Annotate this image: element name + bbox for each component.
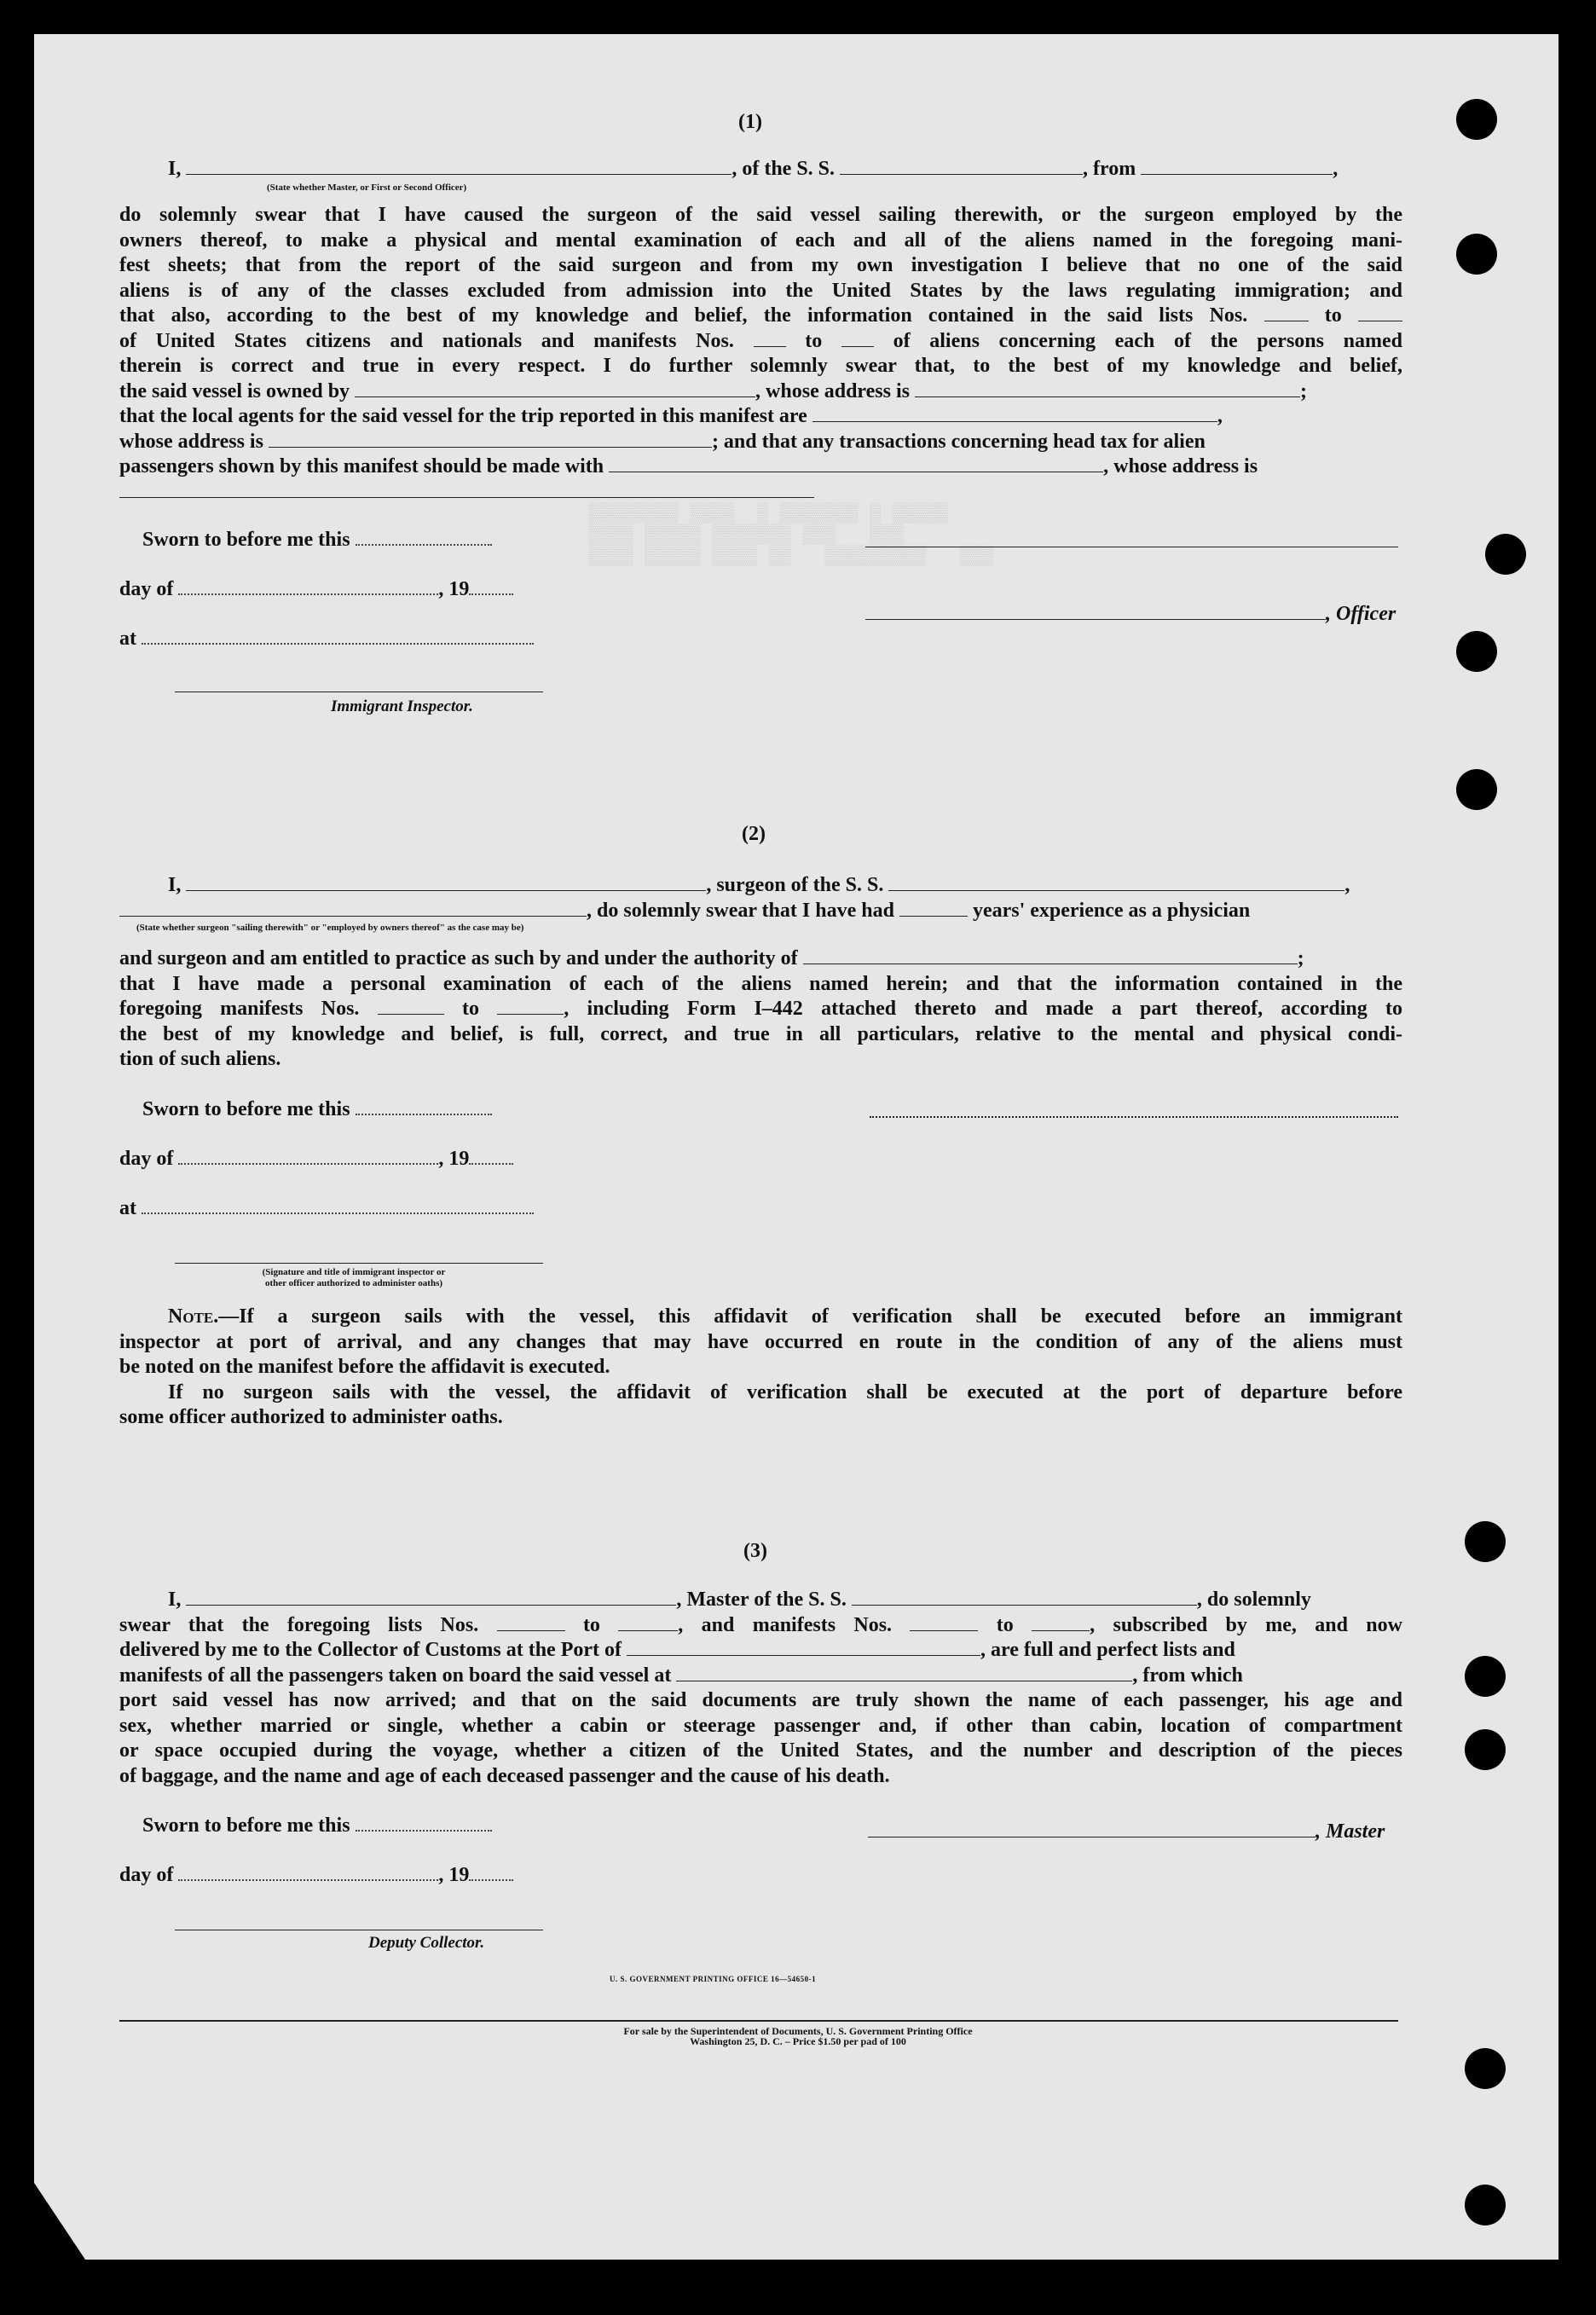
- note-line: be noted on the manifest before the affidavit is executed.: [119, 1356, 610, 1378]
- head-tax-text: ; and that any transactions concerning head tax for alien: [711, 430, 1206, 453]
- punch-hole: [1465, 2185, 1506, 2225]
- para-line: tion of such aliens.: [119, 1048, 281, 1070]
- master-signature-line[interactable]: [868, 1820, 1316, 1838]
- para-line: [119, 329, 1402, 355]
- inspector-label: Immigrant Inspector.: [331, 697, 473, 715]
- para-line: the best of my knowledge and belief, is full, correct, and true in all particulars, relative to the mental and physical condi-: [119, 1022, 1402, 1045]
- to-label: to: [462, 998, 479, 1020]
- month-field[interactable]: [178, 1862, 438, 1881]
- inspector-signature-line[interactable]: [175, 1262, 543, 1264]
- note-line: [119, 1305, 1402, 1330]
- to-label: to: [1324, 304, 1342, 327]
- para-line: therein is correct and true in every respect. I do further solemnly swear that, to the best of my knowledge and belief,: [119, 355, 1402, 377]
- manifests-from-field[interactable]: [910, 1613, 978, 1631]
- place-field[interactable]: [142, 1195, 534, 1214]
- years-field[interactable]: [899, 899, 968, 917]
- para-line: fest sheets; that from the report of the said surgeon and from my own investigation I believe that no one of the said: [119, 254, 1402, 276]
- master-vessel-field[interactable]: [852, 1588, 1197, 1606]
- note-line: inspector at port of arrival, and any changes that may have occurred en route in the condition of any of the aliens must: [119, 1330, 1402, 1353]
- para-line: [119, 1613, 1402, 1639]
- departure-port-field[interactable]: [676, 1664, 1132, 1681]
- manifests-from-field[interactable]: [754, 329, 786, 347]
- master-signature: [868, 1820, 1385, 1843]
- from-which-text: , from which: [1132, 1664, 1243, 1687]
- sworn-day-field[interactable]: [356, 527, 492, 546]
- note-label: Note.: [168, 1305, 219, 1328]
- para-line: sex, whether married or single, whether a cabin or steerage passenger and, if other than cabin, location of compartment: [119, 1714, 1402, 1737]
- authority-text: and surgeon and am entitled to practice as such by and under the authority of: [119, 947, 798, 969]
- punch-hole: [1465, 1521, 1506, 1562]
- sworn-label: Sworn to before me this: [142, 527, 492, 552]
- lists-from-field[interactable]: [497, 1613, 565, 1631]
- section-2-number: (2): [742, 823, 766, 845]
- surgeon-of-ss-label: , surgeon of the S. S.: [706, 874, 884, 896]
- surgeon-vessel-field[interactable]: [888, 873, 1344, 891]
- punch-hole: [1465, 1656, 1506, 1697]
- from-port-field[interactable]: [1141, 157, 1333, 175]
- note-line: If no surgeon sails with the vessel, the affidavit of verification shall be executed at the port of departure before: [168, 1380, 1402, 1403]
- sale-notice: For sale by the Superintendent of Documents, U. S. Government Printing Office Washington 25, D. C. – Price $1.50 per pad of 100: [623, 2025, 973, 2047]
- to-label: to: [805, 329, 823, 352]
- comma: ,: [1333, 158, 1339, 180]
- officer-line: [119, 157, 1402, 182]
- note-text: —If a surgeon sails with the vessel, this affidavit of verification shall be executed before an immigrant: [218, 1305, 1402, 1328]
- para-line: do solemnly swear that I have caused the surgeon of the said vessel sailing therewith, or the surgeon employed by the: [119, 204, 1402, 226]
- para-line: [119, 1588, 1402, 1613]
- para-line: or space occupied during the voyage, whether a citizen of the United States, and the number and description of the pieces: [119, 1739, 1402, 1762]
- agents-field[interactable]: [812, 404, 1217, 422]
- section-1-number: (1): [738, 111, 762, 133]
- para-line: that I have made a personal examination of each of the aliens named herein; and that the information contained in the: [119, 972, 1402, 995]
- inspector-signature-line[interactable]: [175, 691, 543, 692]
- month-field[interactable]: [178, 576, 438, 595]
- punch-hole: [1456, 234, 1497, 275]
- manifests-text: , and manifests Nos.: [678, 1613, 893, 1636]
- authority-field[interactable]: [803, 946, 1298, 964]
- para-line: [119, 1638, 1402, 1664]
- semicolon: ;: [1299, 379, 1307, 402]
- port-field[interactable]: [627, 1638, 980, 1656]
- para-line: [119, 304, 1402, 329]
- owner-field[interactable]: [355, 379, 755, 397]
- year-field[interactable]: [469, 1862, 513, 1881]
- para-line: port said vessel has now arrived; and that on the said documents are truly shown the name of each passenger, his age and: [119, 1689, 1402, 1711]
- para-line: [119, 873, 1402, 899]
- at-label: at: [119, 626, 534, 651]
- officer-name-field[interactable]: [186, 157, 732, 175]
- para-line: [119, 430, 1402, 455]
- agents-text: that the local agents for the said vessel for the trip reported in this manifest are: [119, 405, 807, 427]
- aliens-text: of aliens concerning each of the persons named: [893, 329, 1403, 352]
- day-of-label: day of , 19: [119, 1862, 513, 1887]
- day-of-label: day of , 19: [119, 1146, 513, 1171]
- manifests-text: foregoing manifests Nos.: [119, 998, 360, 1020]
- para-line: [119, 997, 1402, 1022]
- officer-label: , Officer: [1326, 603, 1396, 625]
- master-of-ss-label: , Master of the S. S.: [676, 1589, 847, 1611]
- i-label: I,: [168, 158, 182, 180]
- to-label: to: [582, 1613, 600, 1636]
- master-label: , Master: [1316, 1820, 1385, 1843]
- signature-note: (Signature and title of immigrant inspector or other officer authorized to administer oaths): [262, 1267, 446, 1288]
- perfect-lists-text: , are full and perfect lists and: [980, 1639, 1235, 1661]
- transactions-text: passengers shown by this manifest should be made with: [119, 455, 604, 477]
- para-line: owners thereof, to make a physical and mental examination of each and all of the aliens named in the foregoing mani-: [119, 229, 1402, 252]
- manifests-to-field[interactable]: [841, 329, 874, 347]
- solemnly-text: , do solemnly: [1196, 1589, 1311, 1611]
- para-line: [119, 1664, 1402, 1689]
- officer-blank-line[interactable]: [865, 546, 1398, 547]
- year-field[interactable]: [469, 1146, 513, 1165]
- surgeon-status-field[interactable]: [119, 899, 587, 917]
- para-line: [119, 946, 1402, 972]
- para-line: aliens is of any of the classes excluded from admission into the United States by the laws regulating immigration; and: [119, 279, 1402, 302]
- i-label: I,: [168, 1589, 182, 1611]
- gpo-imprint: U. S. GOVERNMENT PRINTING OFFICE 16—54650-1: [610, 1975, 817, 1983]
- punch-hole: [1456, 99, 1497, 140]
- punch-hole: [1465, 1729, 1506, 1770]
- sworn-label: Sworn to before me this: [142, 1097, 492, 1121]
- punch-hole: [1485, 534, 1526, 575]
- address-text: whose address is: [119, 430, 263, 453]
- address-text: , whose address is: [1103, 455, 1258, 477]
- master-name-field[interactable]: [186, 1588, 676, 1606]
- para-line: of baggage, and the name and age of each deceased passenger and the cause of his death.: [119, 1764, 890, 1787]
- place-field[interactable]: [142, 626, 534, 645]
- at-label: at: [119, 1195, 534, 1220]
- officer-signature: [865, 602, 1396, 626]
- para-line: [119, 899, 1402, 924]
- punch-hole: [1456, 631, 1497, 672]
- para-line: [119, 454, 1402, 480]
- lists-text: that also, according to the best of my knowledge and belief, the information contained in the said lists Nos.: [119, 304, 1248, 327]
- subscribed-text: , subscribed by me, and now: [1090, 1613, 1402, 1636]
- footer-rule: [119, 2019, 1398, 2022]
- manifests-text: of United States citizens and nationals and manifests Nos.: [119, 329, 734, 352]
- vessel-name-field[interactable]: [840, 157, 1083, 175]
- swear-text: , do solemnly swear that I have had: [587, 899, 894, 922]
- sworn-label: Sworn to before me this: [142, 1813, 492, 1838]
- comma: ,: [1217, 405, 1223, 427]
- semicolon: ;: [1297, 947, 1304, 969]
- collector-signature-line[interactable]: [175, 1929, 543, 1930]
- officer-note: (State whether Master, or First or Second Officer): [267, 182, 467, 193]
- punch-hole: [1465, 2048, 1506, 2089]
- surgeon-signature-line[interactable]: [870, 1115, 1398, 1118]
- head-tax-agent-field[interactable]: [609, 454, 1103, 472]
- form-text: , including Form I–442 attached thereto and made a part thereof, according to: [564, 998, 1403, 1020]
- sworn-day-field[interactable]: [356, 1813, 492, 1832]
- year-field[interactable]: [469, 576, 513, 595]
- day-of-label: day of , 19: [119, 576, 513, 601]
- agents-address-field[interactable]: [269, 430, 712, 448]
- comma: ,: [1344, 874, 1350, 896]
- section-3-number: (3): [743, 1540, 767, 1562]
- to-label: to: [996, 1613, 1014, 1636]
- officer-signature-line[interactable]: [865, 602, 1326, 620]
- address-text: , whose address is: [755, 379, 910, 402]
- lists-to-field[interactable]: [618, 1613, 678, 1631]
- sworn-day-field[interactable]: [356, 1097, 492, 1115]
- head-tax-address-field[interactable]: [119, 480, 814, 498]
- years-text: years' experience as a physician: [972, 899, 1251, 922]
- surgeon-name-field[interactable]: [186, 873, 706, 891]
- lists-from-field[interactable]: [1264, 304, 1309, 321]
- collector-label: Deputy Collector.: [368, 1934, 485, 1952]
- bleed-through-texture: ▒▒▒▒▒▒▒▒ ▒▒▒▒ ▒ ▒▒▒▒▒▒▒ ▒ ▒▒▒▒▒ ▒▒▒▒ ▒▒▒▒▒ ▒▒▒▒▒▒▒ ▒▒▒ ▒▒▒ ▒▒▒▒ ▒▒▒▒▒ ▒▒▒▒ ▒▒ ▒▒▒▒▒▒▒▒▒ ▒▒▒: [588, 503, 994, 567]
- owner-address-field[interactable]: [915, 379, 1300, 397]
- passengers-text: manifests of all the passengers taken on board the said vessel at: [119, 1664, 672, 1687]
- para-line: [119, 379, 1402, 405]
- from-label: , from: [1083, 158, 1136, 180]
- note-line: some officer authorized to administer oaths.: [119, 1406, 503, 1428]
- i-label: I,: [168, 874, 182, 896]
- month-field[interactable]: [178, 1146, 438, 1165]
- collector-text: delivered by me to the Collector of Customs at the Port of: [119, 1639, 622, 1661]
- punch-hole: [1456, 769, 1497, 810]
- para-line: [119, 404, 1402, 430]
- manifests-to-field[interactable]: [497, 997, 564, 1015]
- lists-text: swear that the foregoing lists Nos.: [119, 1613, 479, 1636]
- surgeon-note: (State whether surgeon "sailing therewith" or "employed by owners thereof" as the case may be): [136, 923, 524, 933]
- manifests-to-field[interactable]: [1032, 1613, 1090, 1631]
- manifests-from-field[interactable]: [378, 997, 444, 1015]
- of-ss-label: , of the S. S.: [732, 158, 836, 180]
- lists-to-field[interactable]: [1358, 304, 1402, 321]
- owned-by-text: the said vessel is owned by: [119, 379, 350, 402]
